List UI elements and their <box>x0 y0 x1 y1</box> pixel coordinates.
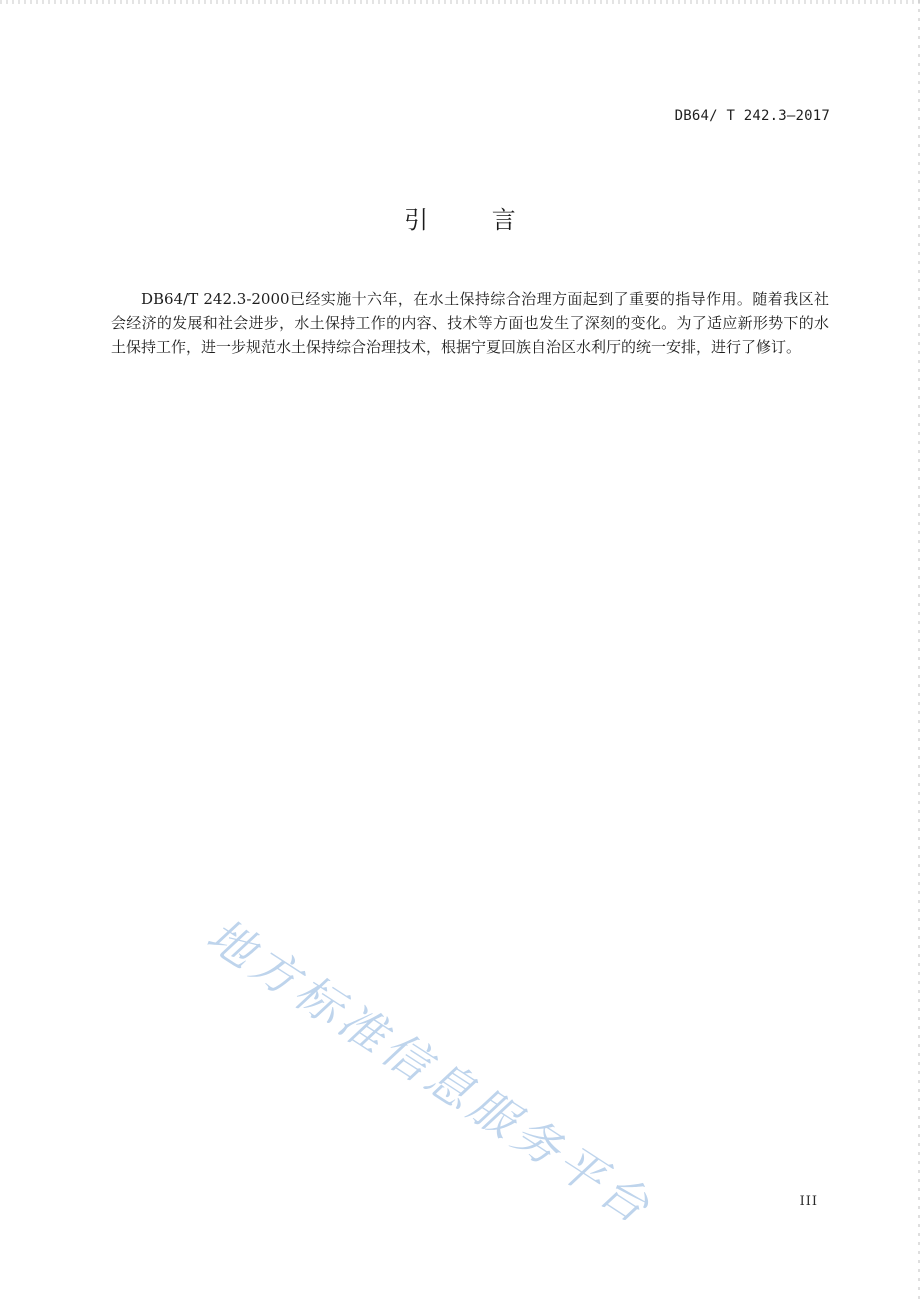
watermark: 地方标准信息服务平台 <box>197 907 664 1237</box>
page-title: 引 言 <box>404 206 544 234</box>
page-number: III <box>799 1194 818 1209</box>
introduction-paragraph: DB64/T 242.3-2000已经实施十六年，在水土保持综合治理方面起到了重要的指导作用。随着我区社会经济的发展和社会进步，水土保持工作的内容、技术等方面也发生了深刻的变化。为了适应新形势下的水土保持工作，进一步规范水土保持综合治理技术，根据宁夏回族自治区水利厅的统一安排，进行了修订。 <box>111 290 829 356</box>
scan-edge-top <box>0 0 920 4</box>
document-number: DB64/ T 242.3—2017 <box>674 108 830 124</box>
